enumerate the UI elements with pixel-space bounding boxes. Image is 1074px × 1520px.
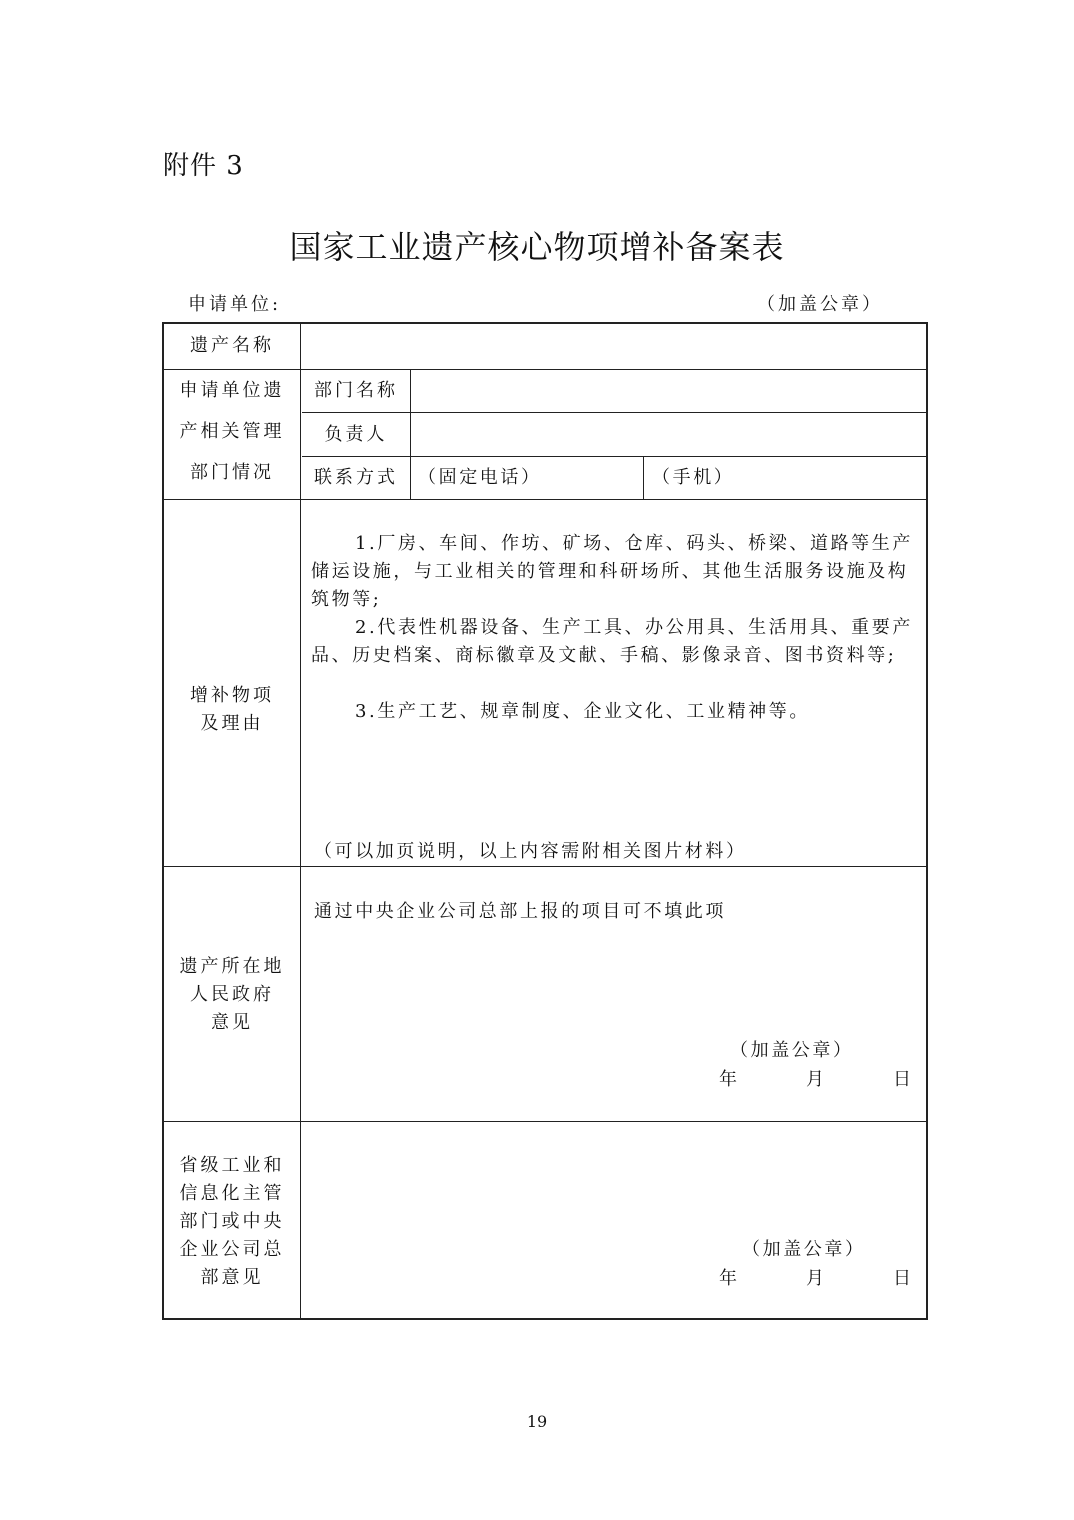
applicant-label: 申请单位: bbox=[188, 294, 282, 315]
label-line: 省级工业和 bbox=[179, 1155, 285, 1176]
label-line: 部门或中央 bbox=[179, 1211, 285, 1232]
department-section-label bbox=[164, 370, 300, 493]
row-divider bbox=[164, 499, 926, 500]
row-divider bbox=[302, 456, 926, 457]
label-line: 申请单位遗 bbox=[179, 380, 285, 401]
landline-field[interactable]: （固定电话） bbox=[418, 467, 542, 488]
heritage-name-field[interactable] bbox=[302, 324, 926, 369]
local-government-opinion-label bbox=[164, 953, 300, 1037]
label-line: 产相关管理 bbox=[179, 421, 285, 442]
label-line: 人民政府 bbox=[190, 984, 274, 1005]
date-day: 日 bbox=[893, 1069, 914, 1090]
department-name-field[interactable] bbox=[412, 369, 926, 412]
page-number: 19 bbox=[526, 1412, 548, 1431]
label-line: 部意见 bbox=[200, 1267, 264, 1288]
attachment-label: 附件 3 bbox=[163, 151, 244, 181]
label-line: 信息化主管 bbox=[179, 1183, 285, 1204]
local-government-note: 通过中央企业公司总部上报的项目可不填此项 bbox=[314, 901, 726, 922]
person-in-charge-field[interactable] bbox=[412, 412, 926, 456]
label-line: 企业公司总 bbox=[179, 1239, 285, 1260]
label-line: 增补物项 bbox=[190, 685, 274, 706]
provincial-opinion-label bbox=[164, 1152, 300, 1292]
label-line: 部门情况 bbox=[190, 462, 274, 483]
column-divider bbox=[300, 324, 301, 1318]
page-title: 国家工业遗产核心物项增补备案表 bbox=[289, 228, 785, 266]
date-month: 月 bbox=[806, 1069, 827, 1090]
date-year: 年 bbox=[719, 1268, 740, 1289]
supplement-items-label bbox=[164, 682, 300, 738]
column-divider bbox=[410, 369, 411, 499]
supplement-footnote: （可以加页说明，以上内容需附相关图片材料） bbox=[314, 841, 747, 862]
local-government-seal: （加盖公章） bbox=[730, 1040, 854, 1061]
supplement-item-1: 1.厂房、车间、作坊、矿场、仓库、码头、桥梁、道路等生产储运设施，与工业相关的管理和科研场所、其他生活服务设施及构筑物等; bbox=[311, 533, 913, 610]
seal-note: （加盖公章） bbox=[757, 294, 883, 315]
provincial-seal: （加盖公章） bbox=[742, 1239, 866, 1260]
filing-form-table bbox=[162, 322, 928, 1320]
supplement-item-3: 3.生产工艺、规章制度、企业文化、工业精神等。 bbox=[355, 701, 810, 722]
mobile-field[interactable]: （手机） bbox=[652, 467, 735, 488]
row-divider bbox=[164, 1121, 926, 1122]
label-line: 意见 bbox=[211, 1012, 253, 1033]
person-in-charge-label: 负责人 bbox=[324, 424, 388, 445]
department-name-label: 部门名称 bbox=[314, 380, 398, 401]
date-month: 月 bbox=[806, 1268, 827, 1289]
date-year: 年 bbox=[719, 1069, 740, 1090]
column-divider bbox=[643, 456, 644, 499]
date-day: 日 bbox=[893, 1268, 914, 1289]
label-line: 及理由 bbox=[200, 713, 264, 734]
label-line: 遗产所在地 bbox=[179, 956, 285, 977]
supplement-item-2: 2.代表性机器设备、生产工具、办公用具、生活用具、重要产品、历史档案、商标徽章及文献、手稿、影像录音、图书资料等; bbox=[311, 617, 913, 666]
contact-label: 联系方式 bbox=[314, 467, 398, 488]
row-divider bbox=[164, 866, 926, 867]
heritage-name-label: 遗产名称 bbox=[190, 335, 274, 356]
